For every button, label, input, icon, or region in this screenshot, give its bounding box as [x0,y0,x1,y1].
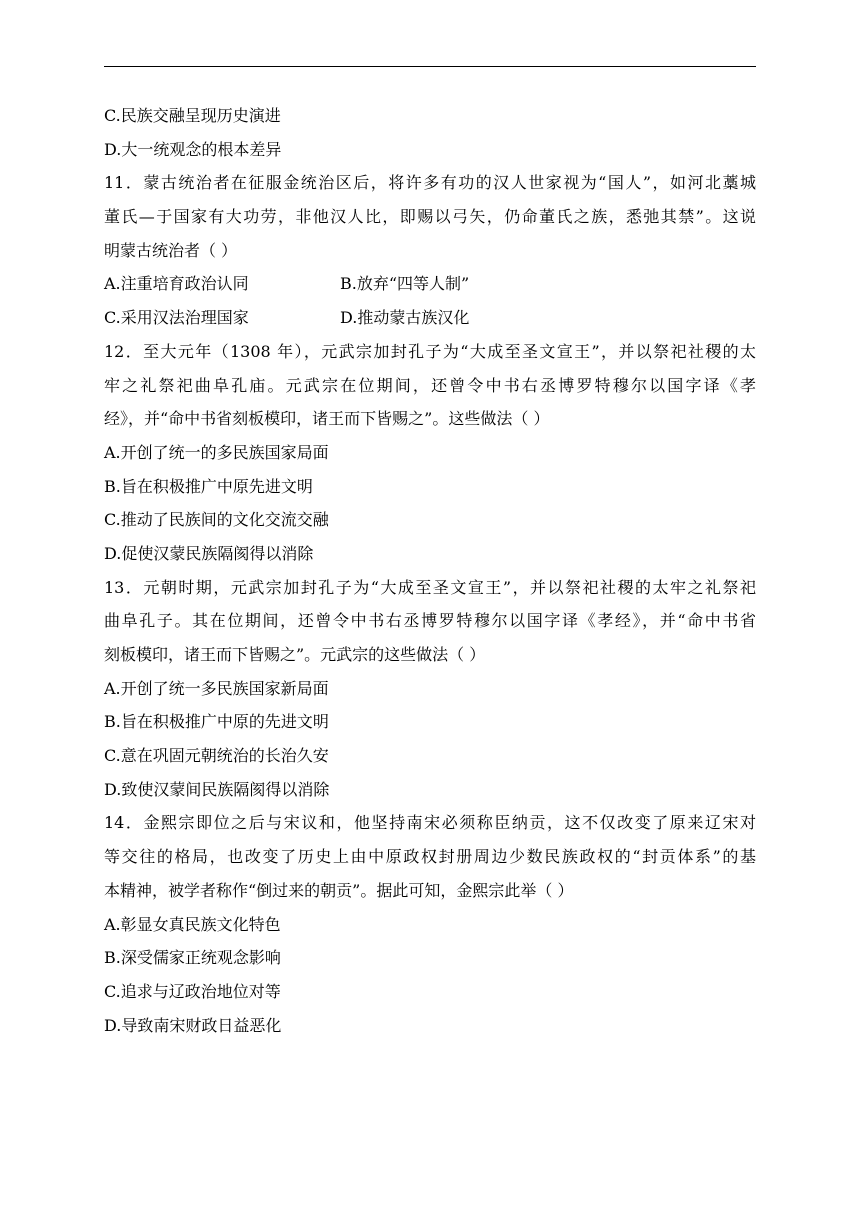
q14-option-a: A.彰显女真民族文化特色 [104,914,281,934]
q12-option-a: A.开创了统一的多民族国家局面 [104,442,329,462]
q11-stem-line-2: 董氏—于国家有大功劳，非他汉人比，即赐以弓矢，仍命董氏之族，悉弛其禁”。这说 [104,207,756,227]
q11-option-a: A.注重培育政治认同 [104,274,249,294]
question-content [104,99,756,1042]
q13-stem-line-3: 刻板模印，诸王而下皆赐之”。元武宗的这些做法（ ） [104,645,486,664]
q11-stem-line-1: 11．蒙古统治者在征服金统治区后，将许多有功的汉人世家视为“国人”，如河北藁城 [104,173,756,193]
q11-option-b: B.放弃“四等人制” [340,274,470,294]
q11-option-d: D.推动蒙古族汉化 [340,308,470,328]
q12-option-c: C.推动了民族间的文化交流交融 [104,510,329,530]
q12-option-b: B.旨在积极推广中原先进文明 [104,476,313,496]
q14-stem-line-1: 14．金熙宗即位之后与宋议和，他坚持南宋必须称臣纳贡，这不仅改变了原来辽宋对 [104,813,756,833]
q14-option-b: B.深受儒家正统观念影响 [104,948,281,968]
q14-stem-line-2: 等交往的格局，也改变了历史上由中原政权封册周边少数民族政权的“封贡体系”的基 [104,847,756,867]
q13-stem-line-1: 13．元朝时期，元武宗加封孔子为“大成至圣文宣王”，并以祭祀社稷的太牢之礼祭祀 [104,577,756,597]
q13-stem-line-2: 曲阜孔子。其在位期间，还曾令中书右丞博罗特穆尔以国字译《孝经》，并“命中书省 [104,611,756,631]
q13-option-c: C.意在巩固元朝统治的长治久安 [104,746,329,766]
q11-options-row-1 [104,267,756,301]
q13-option-d: D.致使汉蒙间民族隔阂得以消除 [104,779,330,799]
q11-stem-line-3: 明蒙古统治者（ ） [104,240,238,260]
q10-option-c: C.民族交融呈现历史演进 [104,106,281,125]
q12-stem-line-2: 牢之礼祭祀曲阜孔庙。元武宗在位期间，还曾令中书右丞博罗特穆尔以国字译《孝 [104,375,756,395]
q14-option-c: C.追求与辽政治地位对等 [104,981,281,1001]
q12-stem-line-3: 经》，并“命中书省刻板模印，诸王而下皆赐之”。这些做法（ ） [104,409,550,429]
q13-option-b: B.旨在积极推广中原的先进文明 [104,712,329,732]
q12-option-d: D.促使汉蒙民族隔阂得以消除 [104,543,314,563]
q14-option-d: D.导致南宋财政日益恶化 [104,1015,282,1035]
header-rule [104,66,756,67]
q11-options-row-2 [104,301,756,335]
q14-stem-line-3: 本精神，被学者称作“倒过来的朝贡”。据此可知，金熙宗此举（ ） [104,880,574,900]
q11-option-c: C.采用汉法治理国家 [104,308,249,328]
q13-option-a: A.开创了统一多民族国家新局面 [104,678,329,698]
q12-stem-line-1: 12．至大元年（1308 年），元武宗加封孔子为“大成至圣文宣王”，并以祭祀社稷的太 [104,341,756,361]
q10-option-d: D.大一统观念的根本差异 [104,139,282,159]
